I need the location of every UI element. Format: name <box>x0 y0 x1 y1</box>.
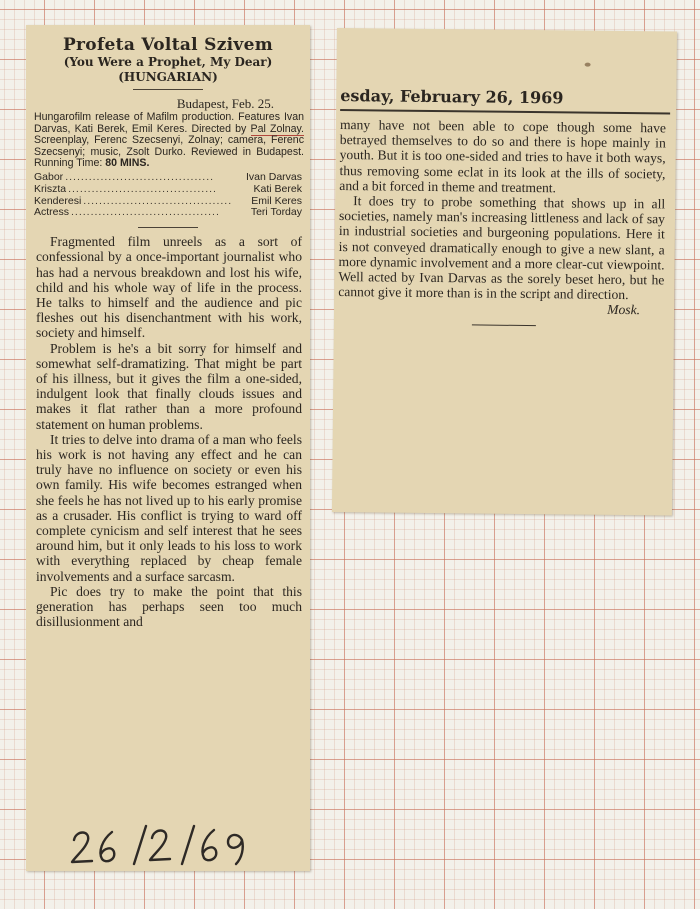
credits-text-2: Screenplay, Ferenc Szecsenyi, Zolnay; camera, Ferenc Szecsenyi; music, Zsolt Durko. Reviewed in Budapest. Running Time: <box>34 134 304 170</box>
review-paragraph: It does try to probe something that shows up in all societies, namely man's increasing littleness and lack of say in industrial societies and burgeoning populations. Here it is not conveyed dramatically enough to give a new slant, a more dynamic involvement and a more clear-cut viewpoint. Well acted by Ivan Darvas as the sorely beset hero, but he cannot give it more than is in the script and direction. <box>338 193 666 303</box>
review-paragraph: Pic does try to make the point that this generation has perhaps seen too much disillusionment and <box>36 583 302 630</box>
header-rule <box>340 109 670 114</box>
cast-actor: Ivan Darvas <box>245 171 302 183</box>
cast-list <box>26 170 310 219</box>
cast-role: Actress <box>34 207 70 219</box>
issue-date-header: esday, February 26, 1969 <box>340 86 564 108</box>
paper-stain <box>585 63 591 67</box>
review-body-right <box>334 117 676 318</box>
leader-dots: ...................................... <box>83 195 233 207</box>
cast-row <box>34 207 302 219</box>
title-divider <box>133 89 203 90</box>
cast-role: Kriszta <box>34 183 67 195</box>
end-divider <box>472 324 536 326</box>
film-language: (HUNGARIAN) <box>118 70 218 84</box>
review-paragraph: Problem is he's a bit sorry for himself and somewhat self-dramatizing. That might be part of his illness, but it gives the film a one-sided, indulgent look that finally clouds issues and makes it flat rather than a more profound statement on human problems. <box>36 340 302 432</box>
review-paragraph: Fragmented film unreels as a sort of confessional by a once-important journalist who has had a nervous breakdown and lost his wife, child and his whole way of life in the process. He talks to himself and the audience and pic fleshes out his disenchantment with his work, society and himself. <box>36 234 302 341</box>
director-name: Pal Zolnay. <box>250 122 304 135</box>
film-title: Profeta Voltal Szivem <box>62 35 274 55</box>
cast-actor: Kati Berek <box>253 183 302 195</box>
leader-dots: ...................................... <box>68 183 217 195</box>
review-paragraph: many have not been able to cope though some have betrayed themselves to do so and there is hope mainly in youth. But it is too one-sided and tries to have it both ways, thus removing some eclat in its look at the ills of society, and a bit forced in theme and treatment. <box>339 117 667 196</box>
handwritten-date <box>64 818 284 868</box>
cast-row <box>34 184 302 196</box>
cast-role: Kenderesi <box>34 195 82 207</box>
cast-row <box>34 196 302 208</box>
signature-line <box>338 299 664 318</box>
reviewer-signature: Mosk. <box>607 302 641 318</box>
leader-dots: ...................................... <box>71 207 220 219</box>
leader-dots: ...................................... <box>65 171 215 183</box>
left-clipping <box>26 25 310 871</box>
review-body-left <box>26 234 310 629</box>
section-divider <box>138 227 198 228</box>
cast-actor: Teri Torday <box>250 207 302 219</box>
cast-role: Gabor <box>34 171 64 183</box>
cast-actor: Emil Keres <box>251 195 302 207</box>
film-title-english: (You Were a Prophet, My Dear) <box>63 55 273 69</box>
cast-row <box>34 172 302 184</box>
review-paragraph: It tries to delve into drama of a man who feels his work is not having any effect and he can truly have no influence on society or even his own family. His wife becomes estranged when she feels he has not lived up to his early promise as a crusader. His conflict is trying to ward off complete cynicism and self interest that he sees around him, but it only leads to his loss to work with everything replaced by cheap female involvements and a surface sarcasm. <box>36 431 302 584</box>
credits-text-1: Hungarofilm release of Mafilm production. Features Ivan Darvas, Kati Berek, Emil Keres. Directed by <box>34 111 304 135</box>
right-clipping <box>332 28 677 516</box>
dateline: Budapest, Feb. 25. <box>176 96 274 111</box>
running-time: 80 MINS. <box>105 157 150 170</box>
credits-block <box>26 112 310 170</box>
